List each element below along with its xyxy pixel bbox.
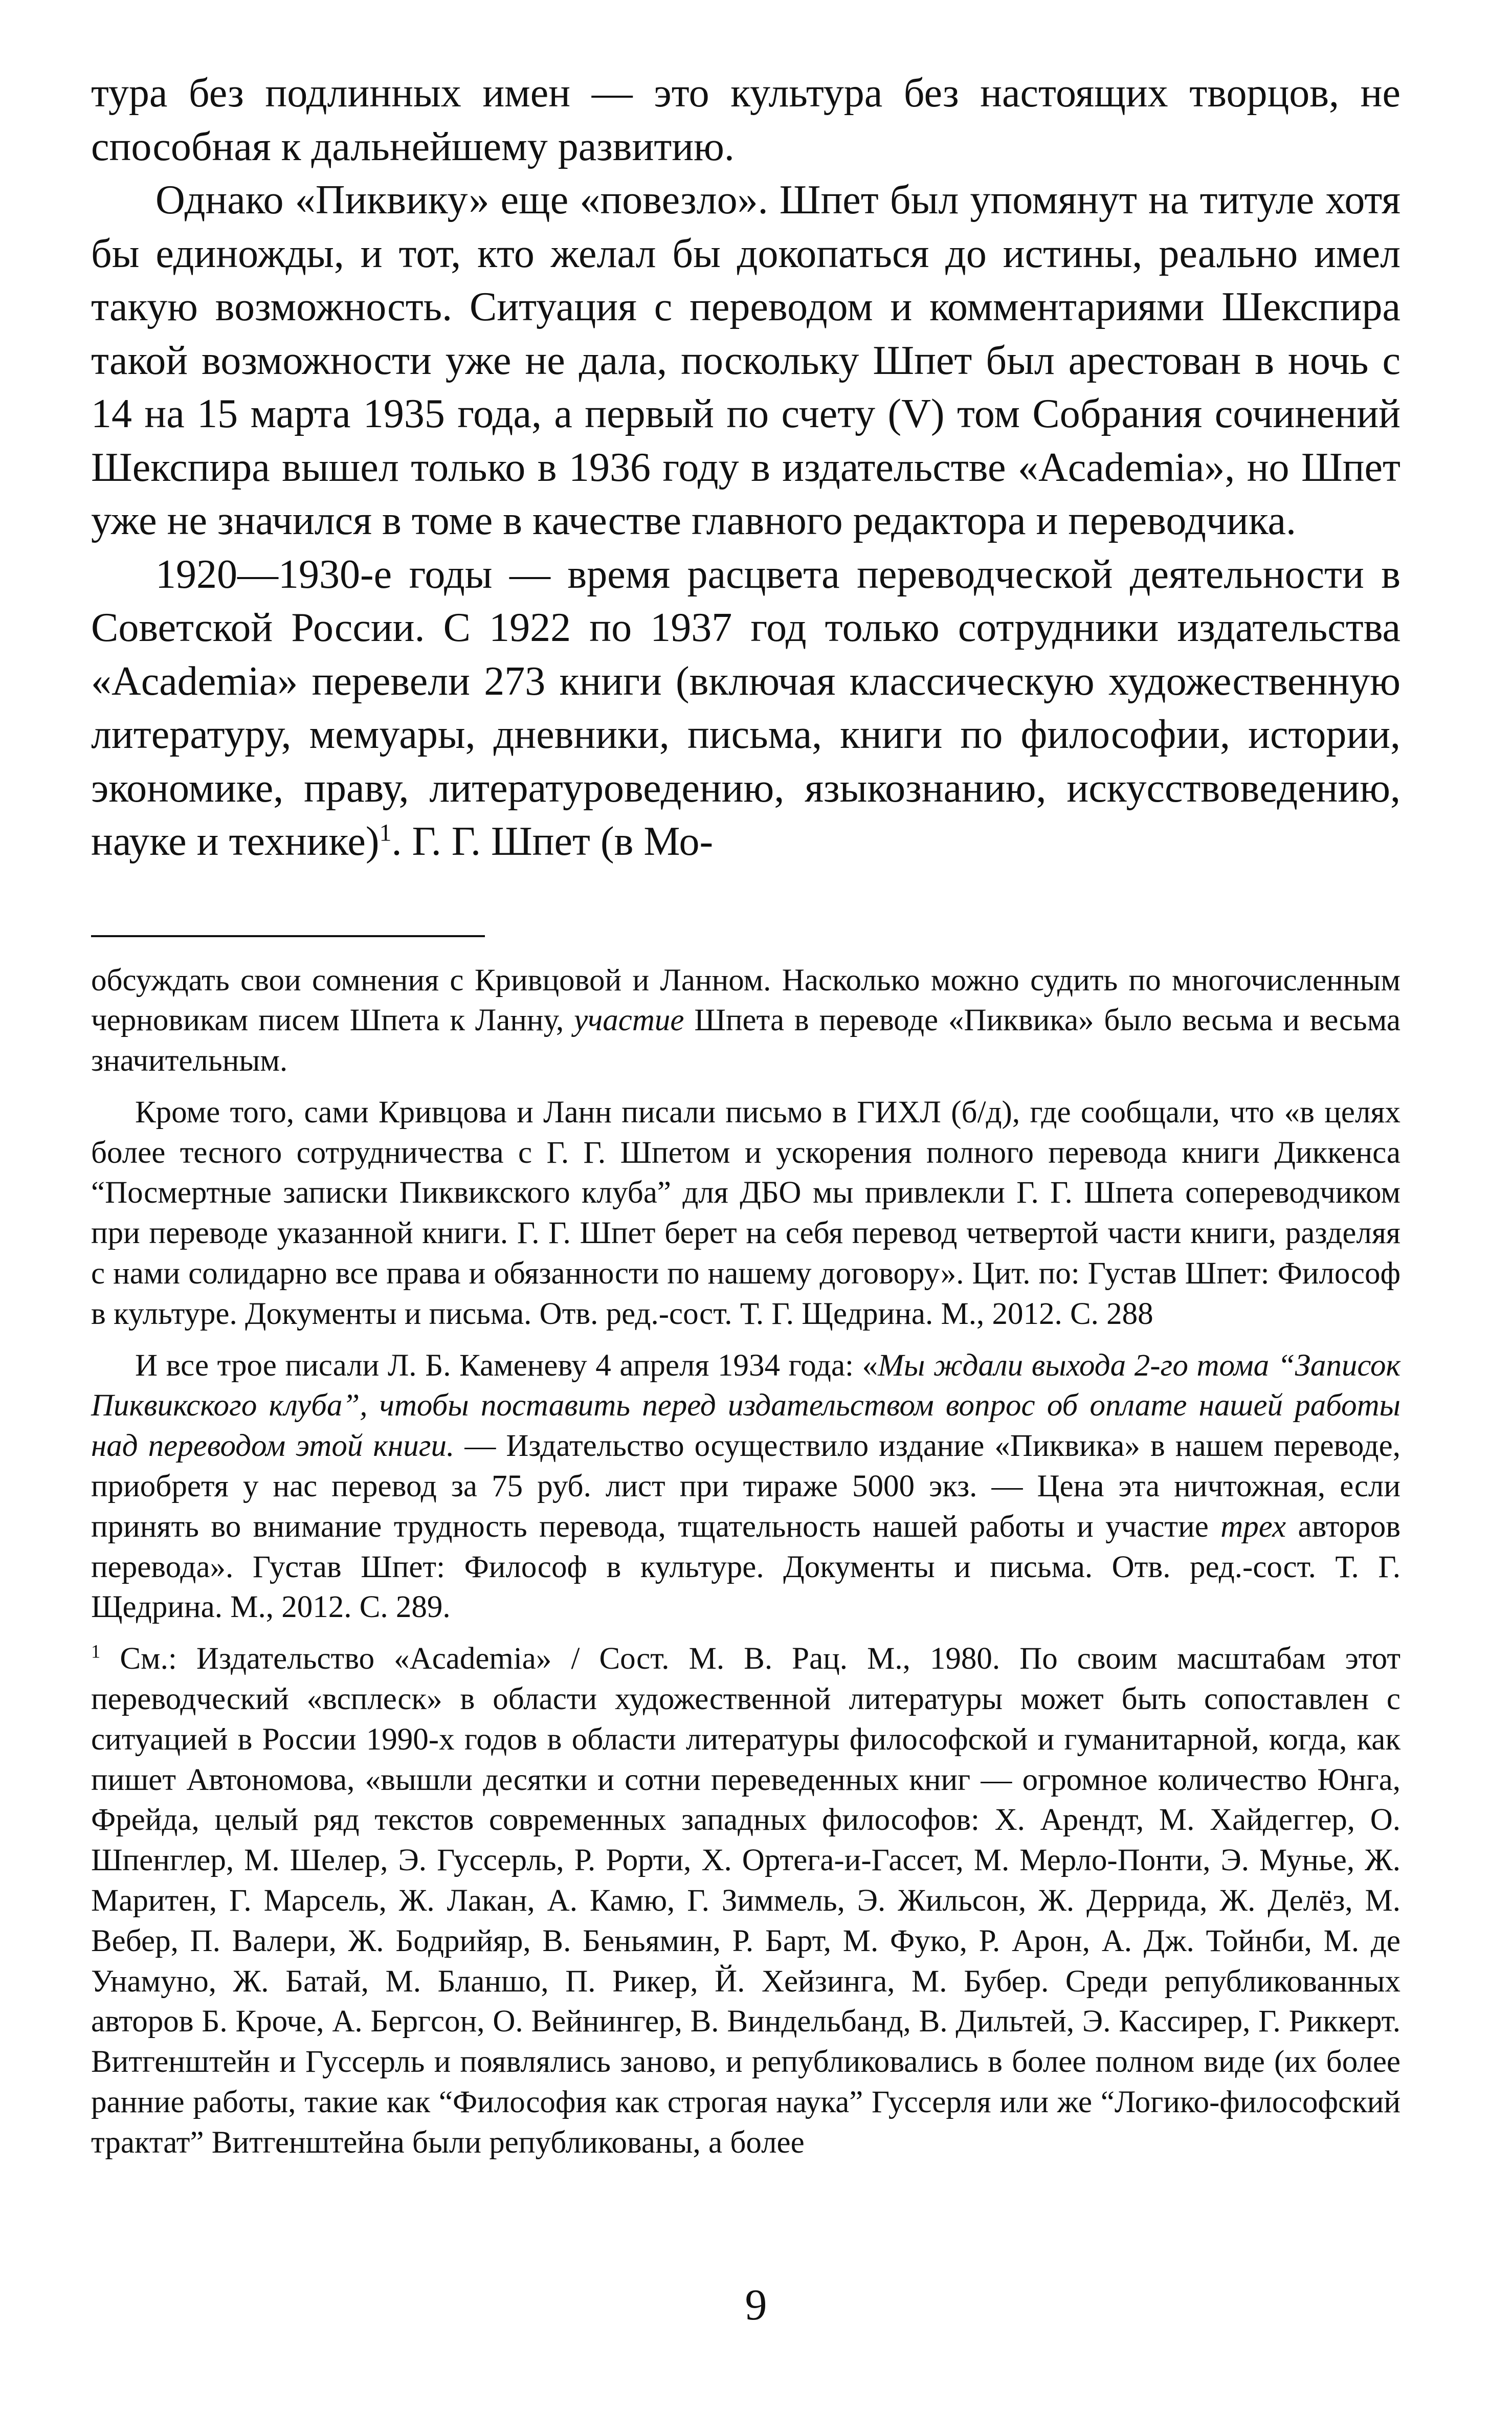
footnote-separator xyxy=(91,935,485,937)
footnote-1-marker: 1 xyxy=(91,1641,101,1662)
paragraph-3 xyxy=(91,548,1400,869)
paragraph-3-text: 1920—1930-е годы — время расцвета переводческой деятельности в Советской России. С 1922 по 1937 год только сотрудники издательства «Academia» перевели 273 книги (включая классическую художественную литературу, мемуары, дневники, письма, книги по философии, истории, экономике, праву, литературоведению, языкознанию, искусствоведению, науке и технике) xyxy=(91,551,1400,864)
footnote-continuation-tail: Шпета в переводе «Пиквика» было весьма и весьма значительным. xyxy=(91,1003,1400,1078)
footnote-continuation-emphasis: участие xyxy=(574,1003,684,1038)
page-body xyxy=(91,67,1400,2163)
footnote-paragraph-3-text: И все трое писали Л. Б. Каменеву 4 апреля 1934 года: « xyxy=(135,1348,878,1383)
paragraph-2: Однако «Пиквику» еще «повезло». Шпет был упомянут на титуле хотя бы единожды, и тот, кто желал бы докопаться до истины, реально имел такую возможность. Ситуация с переводом и комментариями Шекспира такой возможности уже не дала, поскольку Шпет был арестован в ночь с 14 на 15 марта 1935 года, а первый по счету (V) том Собрания сочинений Шекспира вышел только в 1936 году в издательстве «Academia», но Шпет уже не значился в томе в качестве главного редактора и переводчика. xyxy=(91,178,1400,543)
footnote-ref-1: 1 xyxy=(379,819,392,847)
footnote-paragraph-3-middle: — Издательство осуществило издание «Пиквика» в нашем переводе, приобретя у нас перевод за 75 руб. лист при тираже 5000 экз. — Цена эта ничтожная, если принять во внимание трудность перевода, тщательность нашей работы и участие xyxy=(91,1429,1401,1544)
main-text xyxy=(91,67,1400,869)
footnote-1-text: См.: Издательство «Academia» / Сост. М. В. Рац. М., 1980. По своим масштабам этот переводческий «всплеск» в области художественной литературы может быть сопоставлен с ситуацией в России 1990-х годов в области литературы философской и гуманитарной, когда, как пишет Автономова, «вышли десятки и сотни переведенных книг — огромное количество Юнга, Фрейда, целый ряд текстов современных западных философов: Х. Арендт, М. Хайдеггер, О. Шпенглер, М. Шелер, Э. Гуссерль, Р. Рорти, Х. Ортега-и-Гассет, М. Мерло-Понти, Э. Мунье, Ж. Маритен, Г. Марсель, Ж. Лакан, А. Камю, Г. Зиммель, Э. Жильсон, Ж. Деррида, Ж. Делёз, М. Вебер, П. Валери, Ж. Бодрийяр, В. Беньямин, Р. Барт, М. Фуко, Р. Арон, А. Дж. Тойнби, М. де Унамуно, Ж. Батай, М. Бланшо, П. Рикер, Й. Хейзинга, М. Бубер. Среди републикованных авторов Б. Кроче, А. Бергсон, О. Вейнингер, В. Виндельбанд, В. Дильтей, Э. Кассирер, Г. Риккерт. Витгенштейн и Гуссерль и появлялись заново, и републиковались в более полном виде (их более ранние работы, такие как “Философия как строгая наука” Гуссерля или же “Логико-философский трактат” Витгенштейна были републикованы, а более xyxy=(91,1642,1400,2160)
paragraph-1: тура без подлинных имен — это культура без настоящих творцов, не способная к дальнейшему развитию. xyxy=(91,71,1400,169)
footnote-continuation-text: обсуждать свои сомнения с Кривцовой и Ланном. Насколько можно судить по многочисленным черновикам писем Шпета к Ланну, xyxy=(91,963,1400,1038)
footnote-1 xyxy=(91,1639,1400,2163)
footnote-paragraph-2: Кроме того, сами Кривцова и Ланн писали письмо в ГИХЛ (б/д), где сообщали, что «в целях более тесного сотрудничества с Г. Г. Шпетом и ускорения полного перевода книги Диккенса “Посмертные записки Пиквикского клуба” для ДБО мы привлекли Г. Г. Шпета сопереводчиком при переводе указанной книги. Г. Г. Шпет берет на себя перевод четвертой части книги, разделяя с нами солидарно все права и обязанности по нашему договору». Цит. по: Густав Шпет: Философ в культуре. Документы и письма. Отв. ред.-сост. Т. Г. Щедрина. М., 2012. С. 288 xyxy=(91,1095,1400,1331)
footnote-continuation xyxy=(91,961,1400,1081)
footnote-paragraph-3-quote: Мы ждали выхода 2-го тома “Записок Пиквикского клуба”, чтобы поставить перед издательством вопрос об оплате нашей работы над переводом этой книги. xyxy=(91,1348,1400,1464)
footnote-paragraph-3-emphasis: трех xyxy=(1220,1509,1286,1544)
paragraph-3-tail: . Г. Г. Шпет (в Мо- xyxy=(391,819,714,864)
footnote-paragraph-3 xyxy=(91,1346,1400,1628)
footnotes xyxy=(91,961,1400,2163)
page-number: 9 xyxy=(745,2280,767,2329)
footnote-paragraph-3-tail: авторов перевода». Густав Шпет: Философ в культуре. Документы и письма. Отв. ред.-сост. Т. Г. Щедрина. М., 2012. С. 289. xyxy=(91,1509,1401,1625)
